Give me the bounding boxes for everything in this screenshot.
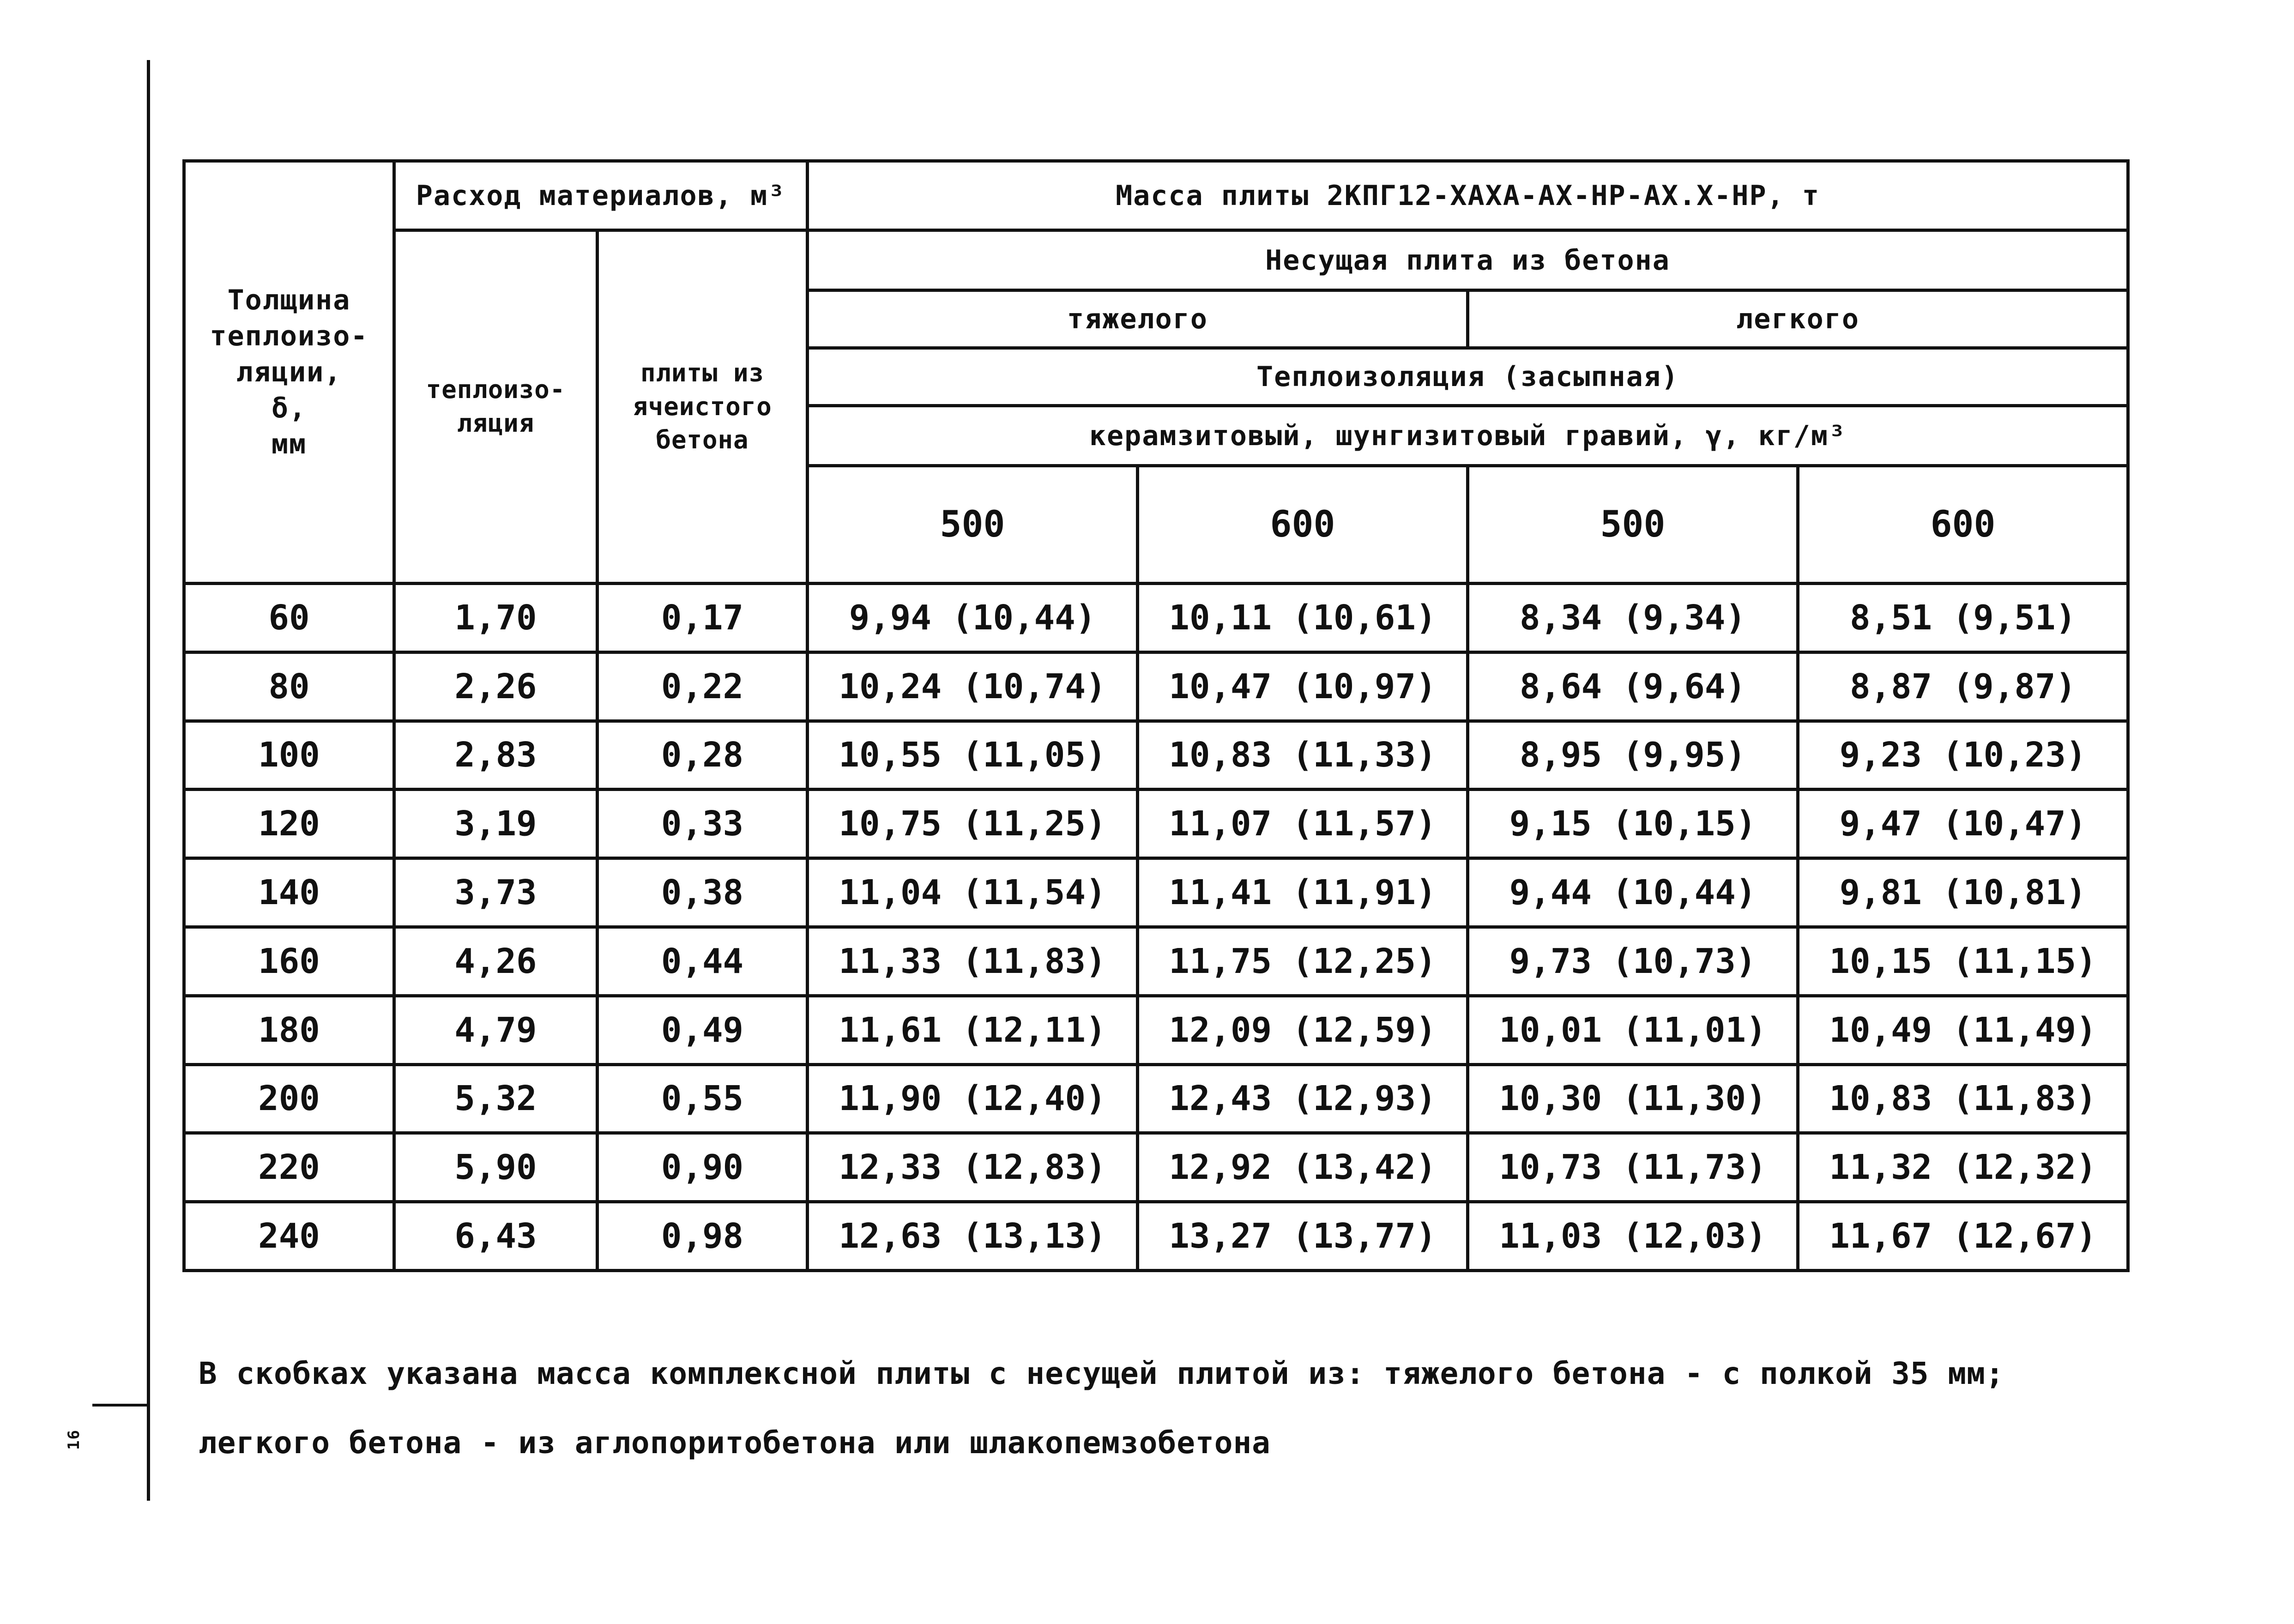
table-row: 200 5,32 0,55 11,90 (12,40) 12,43 (12,93) 10,30 (11,30) 10,83 (11,83)	[184, 1064, 2128, 1133]
table-row: 160 4,26 0,44 11,33 (11,83) 11,75 (12,25) 9,73 (10,73) 10,15 (11,15)	[184, 927, 2128, 996]
header-thickness: Толщина теплоизо- ляции, δ, мм	[184, 161, 394, 584]
header-gravel: керамзитовый, шунгизитовый гравий, γ, кг/м³	[808, 406, 2128, 466]
table-row: 100 2,83 0,28 10,55 (11,05) 10,83 (11,33) 8,95 (9,95) 9,23 (10,23)	[184, 721, 2128, 790]
header-heavy: тяжелого	[808, 290, 1468, 348]
header-mass: Масса плиты 2КПГ12-ХАХА-АХ-НР-АХ.Х-НР, т	[808, 161, 2128, 230]
header-insulation-type: Теплоизоляция (засыпная)	[808, 348, 2128, 406]
header-bearing-plate: Несущая плита из бетона	[808, 230, 2128, 290]
footnote-line-2: легкого бетона - из аглопоритобетона или шлакопемзобетона	[199, 1425, 1271, 1461]
table-row: 220 5,90 0,90 12,33 (12,83) 12,92 (13,42) 10,73 (11,73) 11,32 (12,32)	[184, 1133, 2128, 1202]
table-row: 60 1,70 0,17 9,94 (10,44) 10,11 (10,61) 8,34 (9,34) 8,51 (9,51)	[184, 584, 2128, 652]
table-row: 240 6,43 0,98 12,63 (13,13) 13,27 (13,77) 11,03 (12,03) 11,67 (12,67)	[184, 1202, 2128, 1271]
header-cellular-concrete: плиты из ячеистого бетона	[598, 230, 808, 584]
density-heavy-600: 600	[1138, 466, 1468, 584]
header-light: легкого	[1468, 290, 2128, 348]
stamp-number: 16	[65, 1429, 83, 1450]
mass-table	[182, 159, 2130, 1272]
table-row: 120 3,19 0,33 10,75 (11,25) 11,07 (11,57) 9,15 (10,15) 9,47 (10,47)	[184, 790, 2128, 858]
density-light-600: 600	[1798, 466, 2128, 584]
table-row: 80 2,26 0,22 10,24 (10,74) 10,47 (10,97) 8,64 (9,64) 8,87 (9,87)	[184, 652, 2128, 721]
density-heavy-500: 500	[808, 466, 1138, 584]
stamp-tick	[92, 1404, 150, 1407]
footnote	[199, 1339, 2253, 1478]
header-materials: Расход материалов, м³	[394, 161, 808, 230]
footnote-line-1: В скобках указана масса комплексной плиты с несущей плитой из: тяжелого бетона - с полкой 35 мм;	[199, 1356, 2004, 1391]
table-row: 140 3,73 0,38 11,04 (11,54) 11,41 (11,91) 9,44 (10,44) 9,81 (10,81)	[184, 858, 2128, 927]
margin-line	[147, 60, 150, 1501]
density-light-500: 500	[1468, 466, 1798, 584]
table-row: 180 4,79 0,49 11,61 (12,11) 12,09 (12,59) 10,01 (11,01) 10,49 (11,49)	[184, 996, 2128, 1064]
header-insulation: теплоизо- ляция	[394, 230, 598, 584]
